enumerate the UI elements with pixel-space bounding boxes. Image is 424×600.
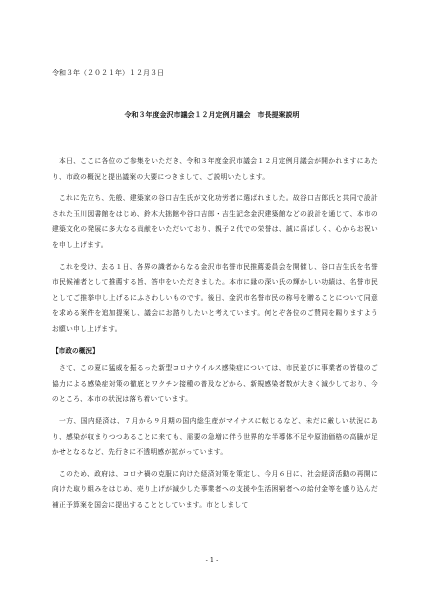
section-heading: 【市政の概況】 (52, 346, 99, 355)
body-paragraph: これを受け、去る１日、各界の識者からなる金沢市名誉市民推薦委員会を開催し、谷口吉生氏を名誉市民候補者として推薦する旨、答申をいただきました。本市に縁の深い氏の輝かしい功績は、名誉市民としてご推挙申し上げるにふさわしいものです。後日、金沢市名誉市民の称号を贈ることについて同意を求める案件を追加提案し、議会にお諮りしたいと考えています。何とぞ各位のご賛同を賜りますようお願い申し上げます。 (52, 262, 378, 333)
document-body (52, 154, 378, 519)
body-paragraph: これに先立ち、先般、建築家の谷口吉生氏が文化功労者に選ばれました。故谷口吉郎氏と共同で設計された玉川図書館をはじめ、鈴木大拙館や谷口吉郎・吉生記念金沢建築館などの設計を通じて、本市の建築文化の発展に多大なる貢献をいただいており、親子２代での栄誉は、誠に喜ばしく、心からお祝いを申し上げます。 (52, 194, 378, 249)
page-number: - 1 - (205, 556, 219, 564)
section-paragraph: 一方、国内経済は、７月から９月期の国内総生産がマイナスに転じるなど、未だに厳しい状況にあり、感染が収まりつつあることに来ても、需要の急増に伴う世界的な半導体不足や原油価格の高騰が足かせとなるなど、先行きに不透明感が拡がっています。 (52, 416, 378, 457)
section-paragraph: このため、政府は、コロナ禍の克服に向けた経済対策を策定し、今月６日に、社会経済活動の再開に向けた取り組みをはじめ、売り上げが減少した事業者への支援や生活困窮者への給付金等を盛り込んだ補正予算案を国会に提出することとしています。市としまして (52, 469, 378, 509)
document-title: 令和３年度金沢市議会１２月定例月議会 市長提案説明 (124, 110, 300, 119)
body-paragraph: 本日、ここに各位のご参集をいただき、令和３年度金沢市議会１２月定例月議会が開かれますにあたり、市政の概況と提出議案の大要につきまして、ご説明いたします。 (52, 157, 378, 181)
document-date: 令和３年（２０２１年）１２月３日 (52, 69, 164, 77)
section-paragraph: さて、この夏に猛威を振るった新型コロナウイルス感染症については、市民並びに事業者の皆様のご協力による感染症対策の徹底とワクチン接種の普及などから、新規感染者数が大きく減少しており、今のところ、本市の状況は落ち着いています。 (52, 364, 378, 404)
